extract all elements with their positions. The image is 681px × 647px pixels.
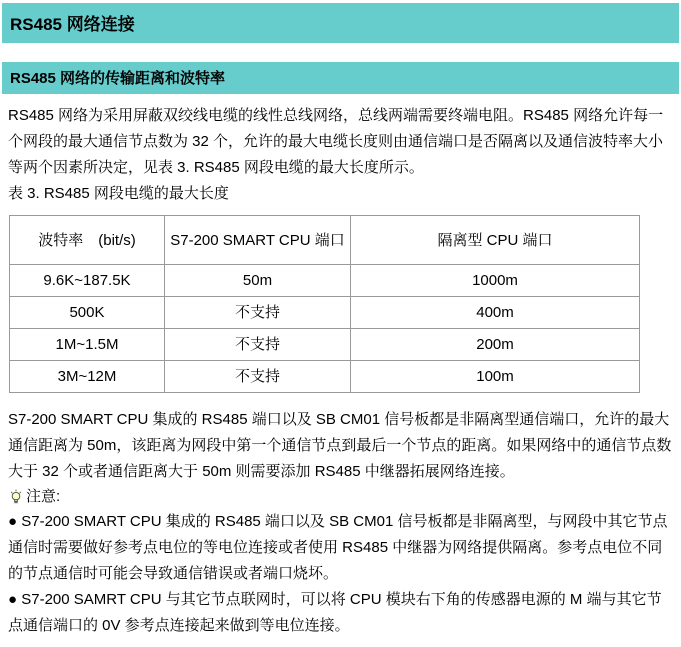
table-header-cell: S7-200 SMART CPU 端口 [165,216,351,265]
content-area [2,103,679,647]
table-cell: 200m [351,329,640,361]
note-item: ● S7-200 SAMRT CPU 与其它节点联网时，可以将 CPU 模块右下角的传感器电源的 M 端与其它节点通信端口的 0V 参考点连接起来做到等电位连接。 [8,591,662,634]
note-heading [8,485,675,509]
table-cell: 3M~12M [10,361,165,393]
after-table-paragraph: S7-200 SMART CPU 集成的 RS485 端口以及 SB CM01 信号板都是非隔离型通信端口，允许的最大通信距离为 50m，该距离为网段中第一个通信节点到最后一个节点的距离。如果网络中的通信节点数大于 32 个或者通信距离大于 50m 则需要添加 RS485 中继器拓展网络连接。 [8,411,672,480]
page-title: RS485 网络连接 [2,3,679,43]
table-caption: 表 3. RS485 网段电缆的最大长度 [8,185,229,202]
table-cell: 400m [351,297,640,329]
section-heading: RS485 网络的传输距离和波特率 [2,62,679,94]
table-row [10,361,640,393]
table-header-cell: 隔离型 CPU 端口 [351,216,640,265]
table-cell: 1000m [351,265,640,297]
table-row [10,297,640,329]
table-cell: 50m [165,265,351,297]
document-page [0,3,681,647]
table-row [10,265,640,297]
table-cell: 不支持 [165,361,351,393]
table-header-cell: 波特率 (bit/s) [10,216,165,265]
table-row [10,329,640,361]
table-body [10,265,640,393]
table-cell: 500K [10,297,165,329]
table-cell: 不支持 [165,297,351,329]
table-cell: 1M~1.5M [10,329,165,361]
table-cell: 不支持 [165,329,351,361]
table-cell: 100m [351,361,640,393]
lightbulb-icon [8,489,24,505]
notes-list [8,509,675,639]
intro-paragraph: RS485 网络为采用屏蔽双绞线电缆的线性总线网络，总线两端需要终端电阻。RS485 网络允许每一个网段的最大通信节点数为 32 个，允许的最大电缆长度则由通信端口是否隔离以及通信波特率大小等两个因素所决定，见表 3. RS485 网段电缆的最大长度所示。 [8,107,664,176]
max-cable-length-table [9,215,640,393]
table-cell: 9.6K~187.5K [10,265,165,297]
table-header-row [10,216,640,265]
note-label: 注意: [26,488,61,505]
note-item: ● S7-200 SMART CPU 集成的 RS485 端口以及 SB CM01 信号板都是非隔离型，与网段中其它节点通信时需要做好参考点电位的等电位连接或者使用 RS485 中继器为网络提供隔离。参考点电位不同的节点通信时可能会导致通信错误或者端口烧坏。 [8,513,668,582]
